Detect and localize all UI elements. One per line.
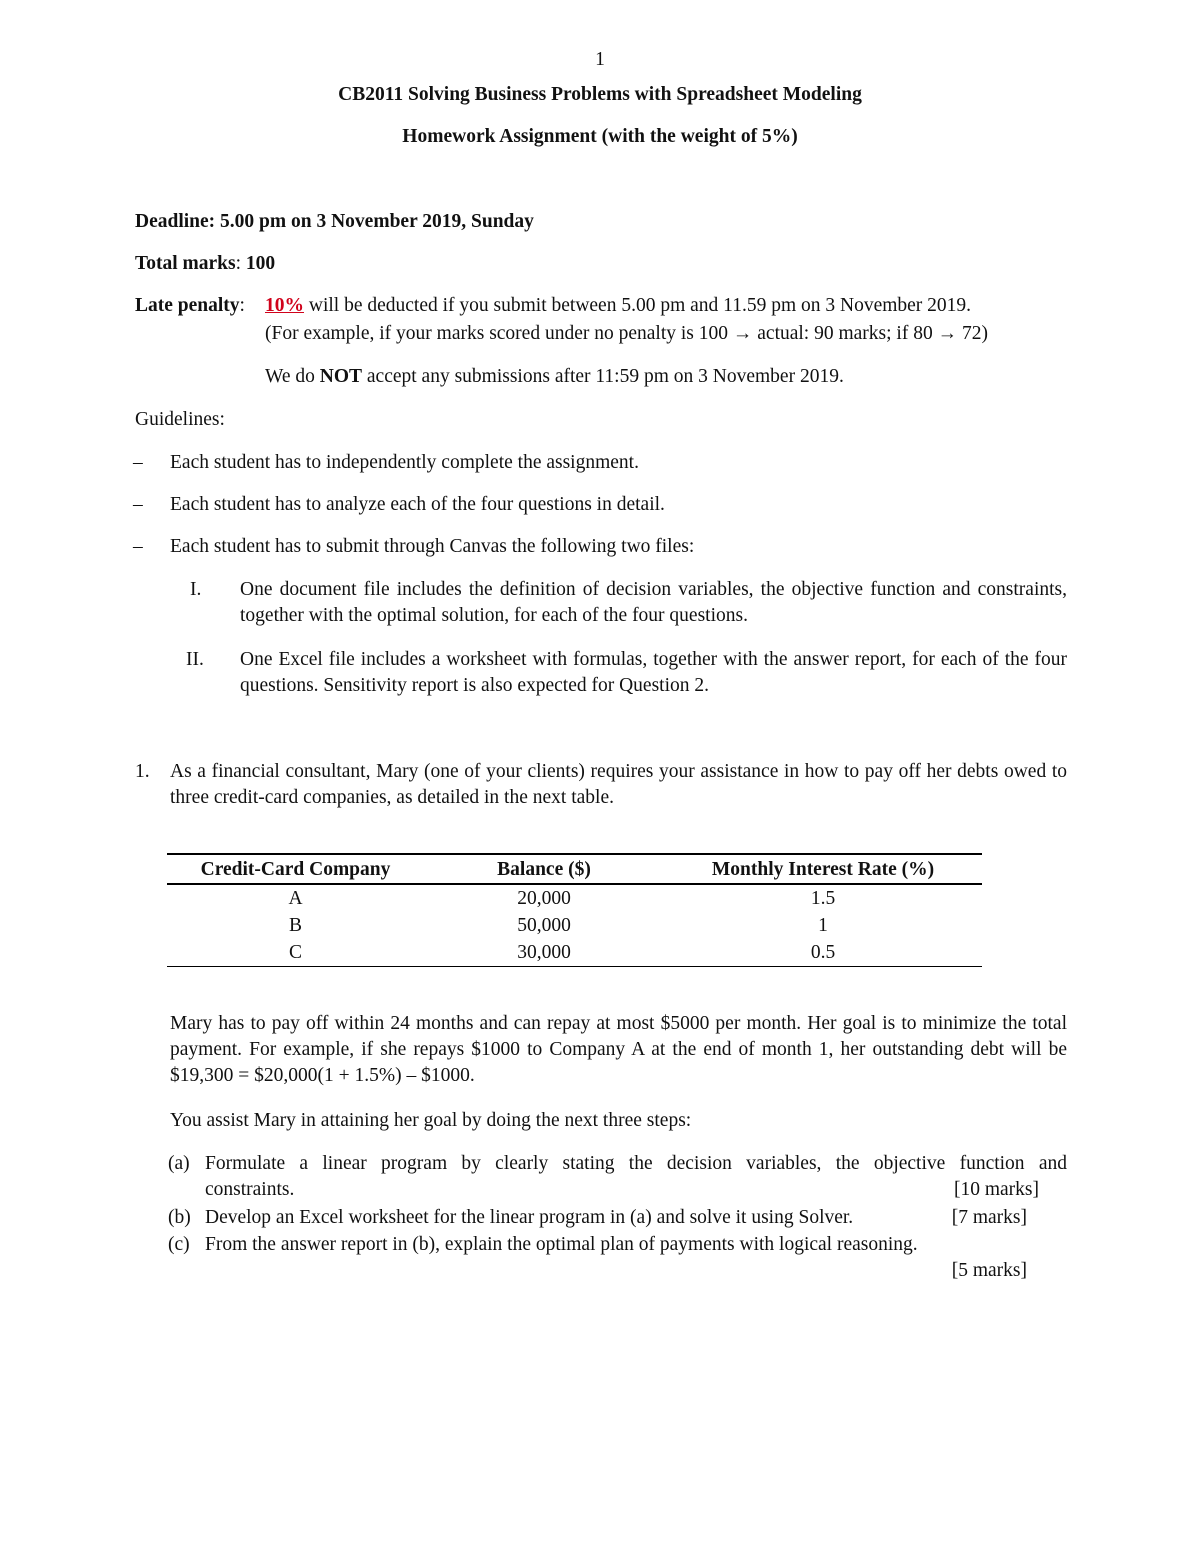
- step-marks-a: [10 marks]: [953, 1179, 1039, 1200]
- guidelines-heading: Guidelines:: [135, 409, 225, 430]
- credit-card-table: [167, 853, 982, 967]
- assignment-title: Homework Assignment (with the weight of 5%): [402, 126, 798, 147]
- step-marks-b: [7 marks]: [951, 1207, 1027, 1228]
- question-intro: As a financial consultant, Mary (one of your clients) requires your assistance in how to pay off her debts owed to three credit-card companies, as detailed in the next table.: [170, 761, 1067, 808]
- table-row: [167, 884, 982, 912]
- no-accept-not: NOT: [319, 366, 363, 387]
- step-text-b: Develop an Excel worksheet for the linear program in (a) and solve it using Solver.: [205, 1207, 854, 1228]
- guideline-dash-3: –: [133, 536, 143, 557]
- table-cell: A: [288, 887, 303, 909]
- late-penalty-rest: will be deducted if you submit between 5.00 pm and 11.59 pm on 3 November 2019.: [304, 295, 972, 316]
- no-accept-pre: We do: [265, 366, 320, 387]
- table-cell: 50,000: [517, 914, 571, 936]
- table-cell: 30,000: [424, 939, 664, 967]
- no-accept-post: accept any submissions after 11:59 pm on 3 November 2019.: [362, 366, 844, 387]
- late-penalty-label-wrap: [135, 293, 245, 319]
- table-cell: 1.5: [810, 887, 836, 909]
- step-text-a: Formulate a linear program by clearly stating the decision variables, the objective function and: [205, 1153, 1067, 1174]
- total-marks-label: Total marks: [135, 253, 236, 274]
- step-label-a: (a): [168, 1153, 190, 1174]
- table-header-rate: Monthly Interest Rate (%): [664, 854, 982, 884]
- sub-item-text-1: One document file includes the definition of decision variables, the objective function and constraints, together with the optimal solution, for each of the four questions.: [240, 579, 1067, 626]
- late-penalty-example: (For example, if your marks scored under no penalty is 100 → actual: 90 marks; if 80 → 72): [265, 323, 988, 344]
- table-cell: 0.5: [664, 939, 982, 967]
- question-number: 1.: [135, 761, 150, 782]
- step-label-b: (b): [168, 1207, 191, 1228]
- guideline-item-2: Each student has to analyze each of the four questions in detail.: [170, 494, 665, 515]
- total-marks-colon: :: [235, 253, 242, 274]
- late-penalty-pct: 10%: [265, 295, 304, 316]
- table-header-company: Credit-Card Company: [167, 854, 424, 884]
- guideline-dash-1: –: [133, 452, 143, 473]
- question-paragraph-1: Mary has to pay off within 24 months and can repay at most $5000 per month. Her goal is to minimize the total payment. For example, if she repays $1000 to Company A at the end of month 1, her outstanding debt will be $19,300 = $20,000(1 + 1.5%) – $1000.: [170, 1013, 1067, 1086]
- no-accept-note: [265, 364, 844, 390]
- table-cell: 1: [818, 914, 828, 936]
- question-paragraph-2: You assist Mary in attaining her goal by doing the next three steps:: [170, 1110, 692, 1131]
- step-text-c: From the answer report in (b), explain the optimal plan of payments with logical reasoning.: [205, 1234, 918, 1255]
- step-label-c: (c): [168, 1234, 190, 1255]
- table-header-balance: Balance ($): [424, 854, 664, 884]
- guideline-dash-2: –: [133, 494, 143, 515]
- step-marks-c: [5 marks]: [951, 1260, 1027, 1281]
- page-number: 1: [595, 49, 605, 70]
- table-row: [167, 939, 982, 967]
- total-marks: [135, 251, 275, 277]
- total-marks-value: 100: [245, 253, 276, 274]
- table-cell: C: [167, 939, 424, 967]
- guideline-item-1: Each student has to independently complete the assignment.: [170, 452, 639, 473]
- sub-item-numeral-2: II.: [186, 649, 204, 670]
- table-cell: B: [288, 914, 302, 936]
- table-header-row: [167, 854, 982, 884]
- guideline-item-3: Each student has to submit through Canvas the following two files:: [170, 536, 695, 557]
- table-row: [167, 912, 982, 939]
- course-title: CB2011 Solving Business Problems with Spreadsheet Modeling: [338, 84, 862, 105]
- deadline: Deadline: 5.00 pm on 3 November 2019, Sunday: [135, 211, 534, 232]
- table-cell: 20,000: [517, 887, 571, 909]
- late-penalty-colon: :: [239, 295, 245, 316]
- late-penalty-label: Late penalty: [135, 295, 240, 316]
- late-penalty-text: [265, 293, 1070, 319]
- step-text-a-cont: constraints.: [205, 1179, 295, 1200]
- sub-item-text-2: One Excel file includes a worksheet with formulas, together with the answer report, for each of the four questions. Sensitivity report is also expected for Question 2.: [240, 649, 1067, 696]
- sub-item-numeral-1: I.: [190, 579, 202, 600]
